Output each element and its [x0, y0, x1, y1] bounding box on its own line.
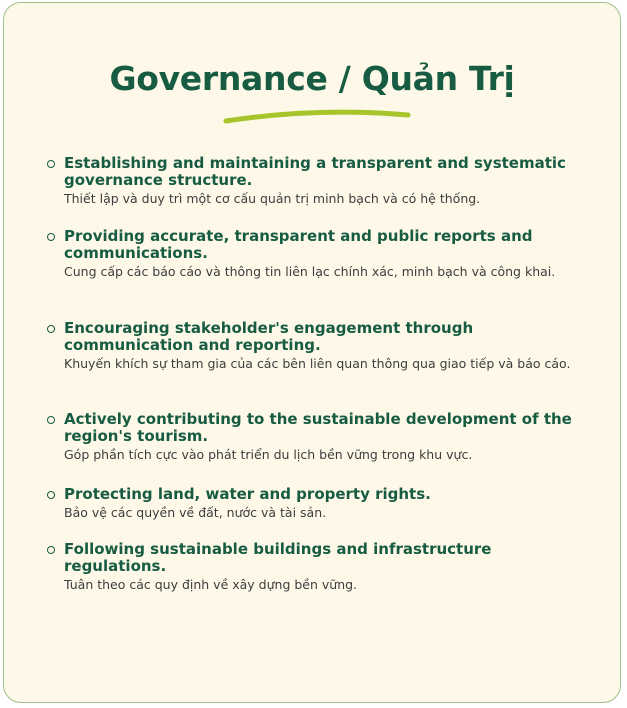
list-item	[47, 411, 587, 464]
item-vietnamese: Cung cấp các báo cáo và thông tin liên lạc chính xác, minh bạch và công khai.	[64, 264, 556, 279]
item-english: Actively contributing to the sustainable development of the region's tourism.	[64, 410, 572, 445]
bullet-circle-icon	[47, 416, 55, 424]
bullet-circle-icon	[47, 546, 55, 554]
item-vietnamese: Góp phần tích cực vào phát triển du lịch bền vững trong khu vực.	[64, 447, 473, 462]
page-title: Governance / Quản Trị	[109, 59, 515, 98]
governance-card	[3, 2, 621, 703]
item-english: Establishing and maintaining a transparent and systematic governance structure.	[64, 154, 566, 189]
bullet-circle-icon	[47, 233, 55, 241]
item-english: Providing accurate, transparent and public reports and communications.	[64, 227, 533, 262]
item-vietnamese: Bảo vệ các quyền về đất, nước và tài sản.	[64, 505, 327, 520]
list-item	[47, 228, 587, 281]
item-english: Encouraging stakeholder's engagement through communication and reporting.	[64, 319, 474, 354]
list-item	[47, 155, 587, 208]
list-item	[47, 320, 587, 373]
item-vietnamese: Khuyến khích sự tham gia của các bên liên quan thông qua giao tiếp và báo cáo.	[64, 356, 571, 371]
bullet-circle-icon	[47, 491, 55, 499]
bullet-circle-icon	[47, 160, 55, 168]
title-underline-swoosh	[222, 105, 412, 127]
item-vietnamese: Thiết lập và duy trì một cơ cấu quản trị minh bạch và có hệ thống.	[64, 191, 481, 206]
item-english: Following sustainable buildings and infrastructure regulations.	[64, 540, 492, 575]
item-vietnamese: Tuân theo các quy định về xây dựng bền vững.	[64, 577, 358, 592]
item-english: Protecting land, water and property rights.	[64, 485, 431, 503]
list-item	[47, 486, 587, 522]
list-item	[47, 541, 587, 594]
bullet-circle-icon	[47, 325, 55, 333]
